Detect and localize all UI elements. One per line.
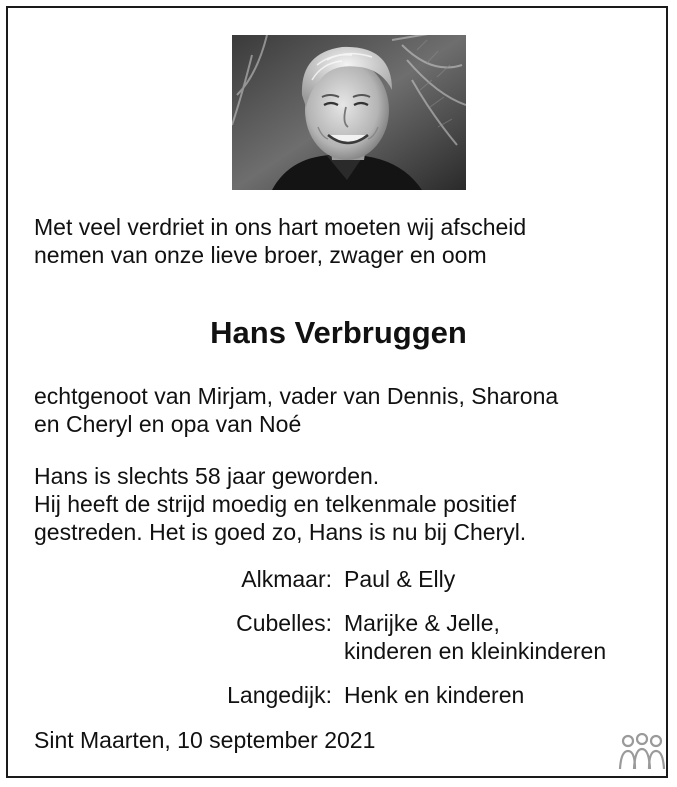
- family-name-line: Marijke & Jelle,: [344, 610, 500, 636]
- relation-line: en Cheryl en opa van Noé: [34, 411, 302, 437]
- family-name-line: Henk en kinderen: [344, 682, 525, 708]
- message-line: Hans is slechts 58 jaar geworden.: [34, 463, 380, 489]
- family-place: Alkmaar:: [241, 566, 332, 592]
- family-place: Cubelles:: [236, 610, 332, 636]
- deceased-name: Hans Verbruggen: [210, 315, 467, 350]
- message-line: Hij heeft de strijd moedig en telkenmale positief: [34, 491, 516, 517]
- message-text: [34, 462, 526, 546]
- family-names: [344, 681, 524, 709]
- family-names: [344, 565, 455, 593]
- message-line: gestreden. Het is goed zo, Hans is nu bij Cheryl.: [34, 519, 527, 545]
- intro-text: [34, 213, 526, 269]
- family-place: Langedijk:: [227, 682, 332, 708]
- family-name-line: kinderen en kleinkinderen: [344, 638, 607, 664]
- portrait-photo: [232, 35, 466, 190]
- intro-line: Met veel verdriet in ons hart moeten wij afscheid: [34, 214, 527, 240]
- relation-line: echtgenoot van Mirjam, vader van Dennis, Sharona: [34, 383, 559, 409]
- family-names: [344, 609, 606, 665]
- relations-text: [34, 382, 558, 438]
- people-group-logo-icon: [617, 733, 667, 773]
- family-name-line: Paul & Elly: [344, 566, 456, 592]
- closing-place-date: Sint Maarten, 10 september 2021: [34, 727, 376, 753]
- intro-line: nemen van onze lieve broer, zwager en oom: [34, 242, 487, 268]
